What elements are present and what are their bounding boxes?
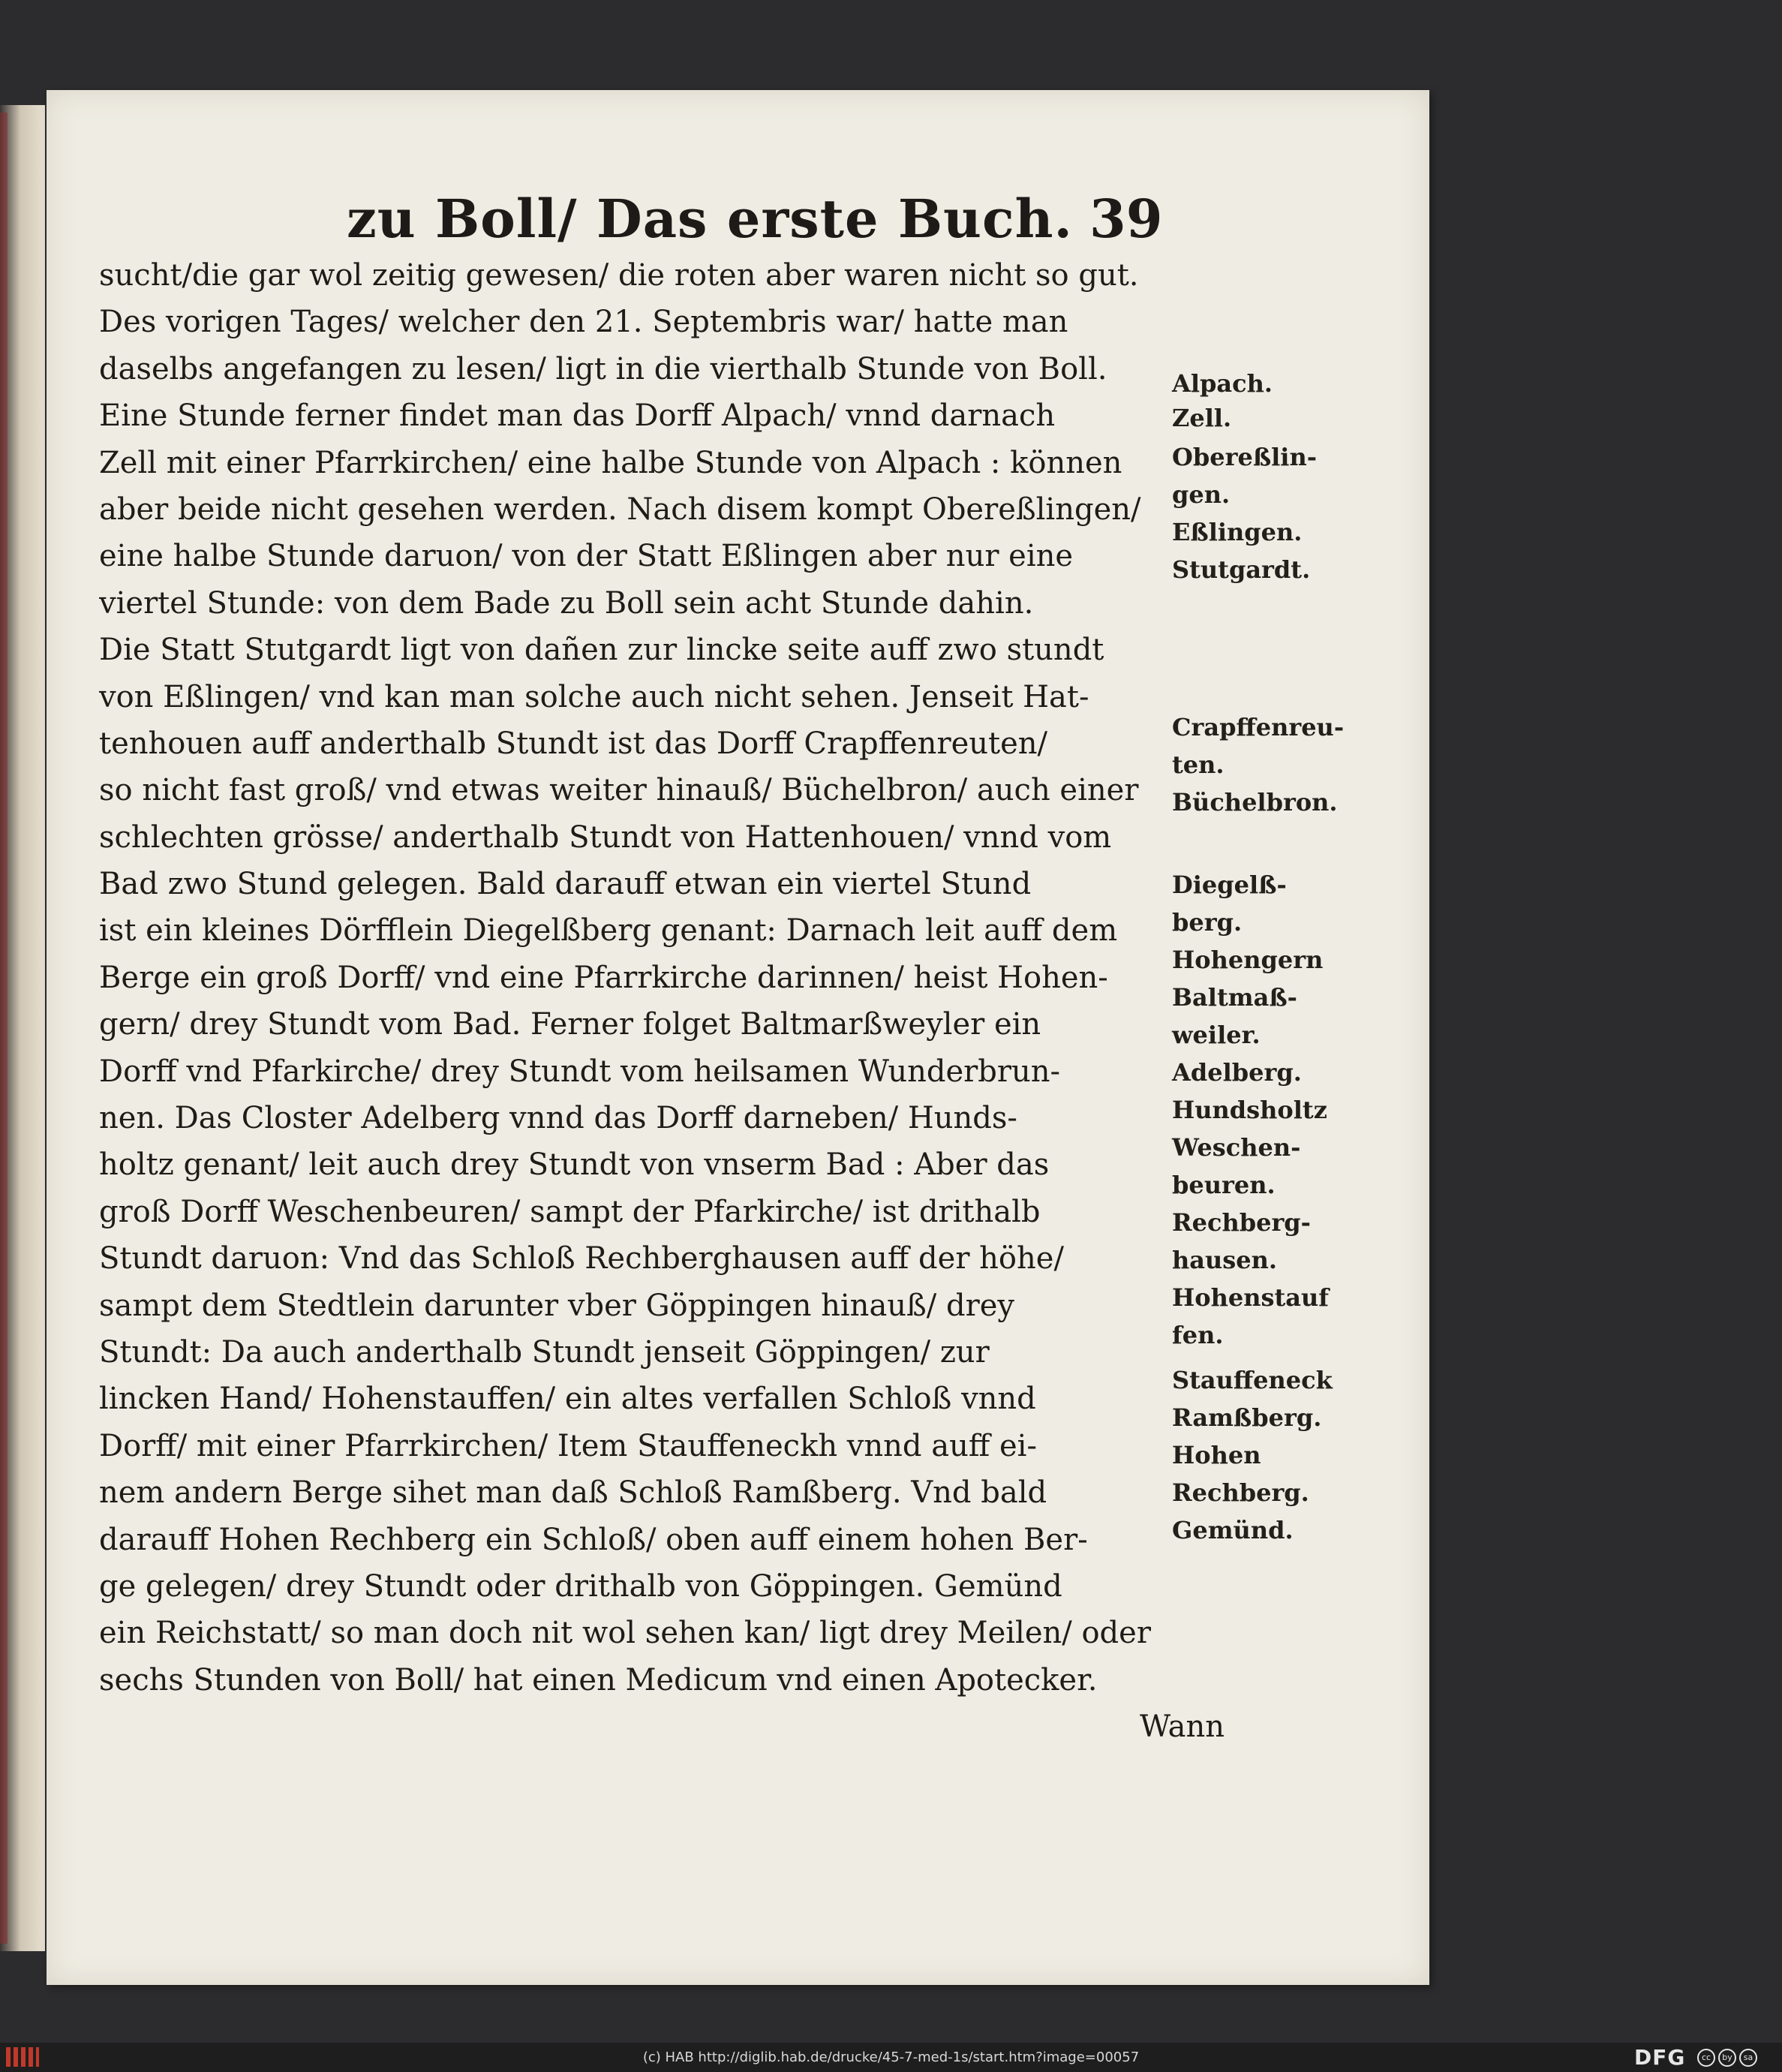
- text-line: Bad zwo Stund gelegen. Bald darauff etwan ein viertel Stund: [99, 867, 1032, 902]
- marginal-note: Ramßberg.: [1172, 1403, 1322, 1432]
- marginal-note: Hohengern: [1172, 946, 1324, 974]
- text-line: gern/ drey Stundt vom Bad. Ferner folget Baltmarßweyler ein: [99, 1007, 1041, 1042]
- text-line: nen. Das Closter Adelberg vnnd das Dorff darneben/ Hunds-: [99, 1101, 1017, 1136]
- text-line: eine halbe Stunde daruon/ von der Statt Eßlingen aber nur eine: [99, 539, 1074, 574]
- text-line: Des vorigen Tages/ welcher den 21. Septembris war/ hatte man: [99, 305, 1068, 340]
- copyright-caption: (c) HAB http://diglib.hab.de/drucke/45-7-med-1s/start.htm?image=00057: [642, 2049, 1140, 2065]
- text-line: daselbs angefangen zu lesen/ ligt in die vierthalb Stunde von Boll.: [99, 351, 1107, 386]
- marginal-note: Adelberg.: [1172, 1058, 1302, 1087]
- text-line: Stundt: Da auch anderthalb Stundt jenseit Göppingen/ zur: [99, 1334, 990, 1370]
- text-line: von Eßlingen/ vnd kan man solche auch nicht sehen. Jenseit Hat-: [99, 679, 1089, 714]
- marginal-note: fen.: [1172, 1321, 1224, 1349]
- text-line: ge gelegen/ drey Stundt oder drithalb von Göppingen. Gemünd: [99, 1568, 1062, 1604]
- marginal-note: Eßlingen.: [1172, 518, 1303, 546]
- text-line: Die Statt Stutgardt ligt von dañen zur lincke seite auff zwo stundt: [99, 633, 1104, 668]
- text-line: nem andern Berge sihet man daß Schloß Ramßberg. Vnd bald: [99, 1475, 1047, 1511]
- marginal-note: gen.: [1172, 480, 1231, 509]
- text-line: aber beide nicht gesehen werden. Nach disem kompt Obereßlingen/: [99, 492, 1141, 527]
- text-line: sampt dem Stedtlein darunter vber Göppingen hinauß/ drey: [99, 1288, 1014, 1323]
- text-line: groß Dorff Weschenbeuren/ sampt der Pfarkirche/ ist drithalb: [99, 1194, 1041, 1229]
- marginal-note: Zell.: [1172, 404, 1232, 432]
- running-head: zu Boll/ Das erste Buch.: [347, 188, 1073, 250]
- text-line: holtz genant/ leit auch drey Stundt von vnserm Bad : Aber das: [99, 1147, 1050, 1183]
- marginal-note: Rechberg-: [1172, 1208, 1311, 1237]
- marginal-note: beuren.: [1172, 1171, 1276, 1199]
- text-line: Dorff/ mit einer Pfarrkirchen/ Item Stauffeneckh vnnd auff ei-: [99, 1428, 1037, 1463]
- text-line: tenhouen auff anderthalb Stundt ist das Dorff Crapffenreuten/: [99, 726, 1047, 761]
- spine-edge: [0, 113, 8, 1944]
- catchword: Wann: [1139, 1710, 1225, 1745]
- marginal-note: Diegelß-: [1172, 871, 1287, 899]
- text-line: viertel Stunde: von dem Bade zu Boll sein acht Stunde dahin.: [99, 585, 1034, 621]
- page-number: 39: [1089, 188, 1163, 250]
- text-line: ein Reichstatt/ so man doch nit wol sehen kan/ ligt drey Meilen/ oder: [99, 1616, 1151, 1651]
- text-line: Zell mit einer Pfarrkirchen/ eine halbe Stunde von Alpach : können: [99, 445, 1122, 480]
- marginal-note: Weschen-: [1172, 1133, 1301, 1162]
- marginal-note: Büchelbron.: [1172, 788, 1338, 816]
- marginal-note: Alpach.: [1172, 369, 1273, 398]
- marginal-note: berg.: [1172, 908, 1243, 937]
- text-line: Stundt daruon: Vnd das Schloß Rechberghausen auff der höhe/: [99, 1241, 1064, 1277]
- text-line: ist ein kleines Dörfflein Diegelßberg genant: Darnach leit auff dem: [99, 913, 1118, 949]
- marginal-note: Hohen: [1172, 1441, 1261, 1469]
- marginal-note: Stutgardt.: [1172, 555, 1311, 584]
- text-line: so nicht fast groß/ vnd etwas weiter hinauß/ Büchelbron/ auch einer: [99, 773, 1139, 808]
- text-line: darauff Hohen Rechberg ein Schloß/ oben auff einem hohen Ber-: [99, 1522, 1088, 1557]
- text-line: Dorff vnd Pfarkirche/ drey Stundt vom heilsamen Wunderbrun-: [99, 1054, 1061, 1089]
- marginal-note: Stauffeneck: [1172, 1366, 1333, 1394]
- share-alike-icon: sa: [1739, 2049, 1757, 2067]
- marginal-note: hausen.: [1172, 1246, 1278, 1274]
- footer-bar: [0, 2043, 1782, 2072]
- text-line: Berge ein groß Dorff/ vnd eine Pfarrkirche darinnen/ heist Hohen-: [99, 960, 1108, 995]
- marginal-note: Baltmaß-: [1172, 983, 1297, 1012]
- text-line: sucht/die gar wol zeitig gewesen/ die roten aber waren nicht so gut.: [99, 258, 1139, 293]
- marginal-note: Hohenstauf: [1172, 1283, 1330, 1312]
- license-badge[interactable]: [1697, 2047, 1775, 2067]
- text-line: lincken Hand/ Hohenstauffen/ ein altes verfallen Schloß vnnd: [99, 1382, 1036, 1417]
- marginal-note: ten.: [1172, 750, 1225, 779]
- marginal-note: weiler.: [1172, 1021, 1261, 1049]
- marginal-notes: [47, 90, 1429, 1985]
- marginal-note: Hundsholtz: [1172, 1096, 1327, 1124]
- text-line: sechs Stunden von Boll/ hat einen Medicum vnd einen Apotecker.: [99, 1662, 1098, 1698]
- marginal-note: Rechberg.: [1172, 1478, 1309, 1507]
- marginal-note: Crapffenreu-: [1172, 713, 1345, 741]
- marginal-note: Gemünd.: [1172, 1516, 1294, 1544]
- dfg-logo: DFG: [1634, 2045, 1686, 2070]
- text-line: schlechten grösse/ anderthalb Stundt von Hattenhouen/ vnnd vom: [99, 819, 1112, 855]
- marginal-note: Obereßlin-: [1172, 443, 1317, 471]
- book-page: [47, 90, 1429, 1985]
- text-line: Eine Stunde ferner findet man das Dorff Alpach/ vnnd darnach: [99, 398, 1056, 434]
- attribution-icon: by: [1718, 2049, 1736, 2067]
- cc-icon: cc: [1697, 2049, 1715, 2067]
